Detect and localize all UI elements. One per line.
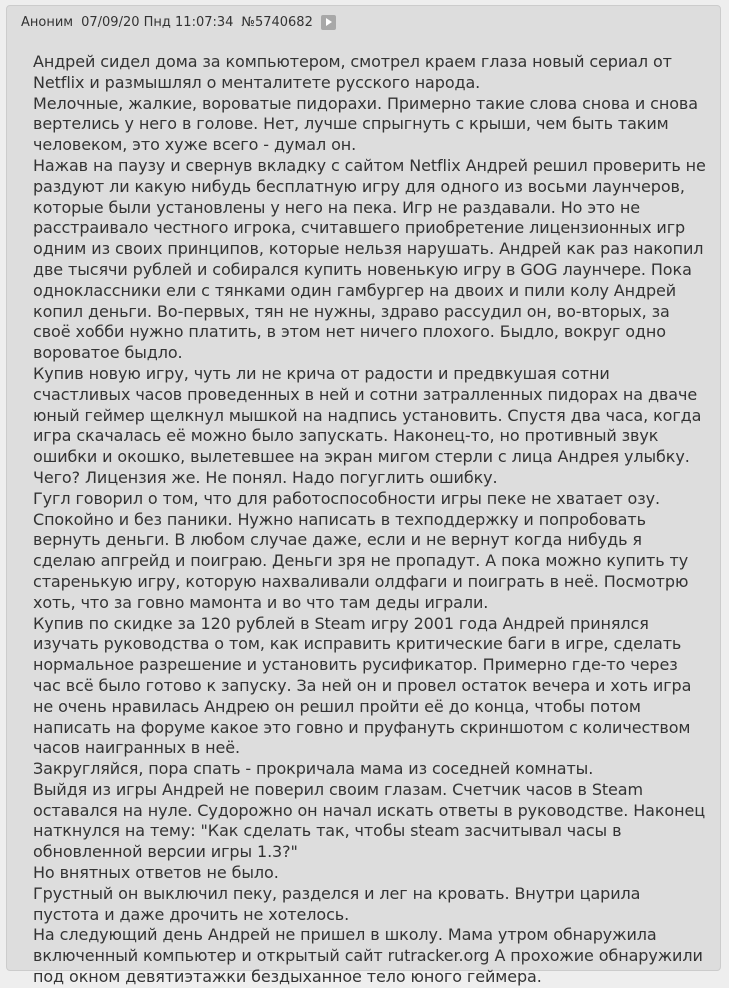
post-number[interactable]: №5740682 (241, 14, 313, 30)
post-paragraph: Андрей сидел дома за компьютером, смотрел краем глаза новый сериал от Netflix и размышлял о менталитете русского народа. (33, 52, 672, 92)
post-body (33, 52, 708, 988)
post-date: 07/09/20 Пнд 11:07:34 (81, 14, 234, 30)
post-paragraph: На следующий день Андрей не пришел в школу. Мама утром обнаружила включенный компьютер и открытый сайт rutracker.org А прохожие обнаружили под окном девятиэтажки бездыханное тело юного геймера. (33, 925, 703, 987)
reply-icon[interactable] (321, 15, 336, 30)
post-paragraph: Грустный он выключил пеку, разделся и лег на кровать. Внутри царила пустота и даже дрочить не хотелось. (33, 883, 641, 924)
post-paragraph: Мелочные, жалкие, вороватые пидорахи. Примерно такие слова снова и снова вертелись у него в голове. Нет, лучше спрыгнуть с крыши, чем быть таким человеком, это хуже всего - думал он. (33, 93, 698, 155)
post-header (21, 13, 336, 31)
post-paragraph: Закругляйся, пора спать - прокричала мама из соседней комнаты. (33, 759, 594, 779)
post-paragraph: Но внятных ответов не было. (33, 863, 279, 883)
post-paragraph: Выйдя из игры Андрей не поверил своим глазам. Счетчик часов в Steam оставался на нуле. Судорожно он начал искать ответы в руководстве. Наконец наткнулся на тему: "Как сделать так, чтобы steam засчитывал часы в обновленной версии игры 1.3?" (33, 779, 706, 862)
post (6, 5, 721, 987)
post-author: Аноним (21, 14, 74, 30)
post-paragraph: Купив новую игру, чуть ли не крича от радости и предвкушая сотни счастливых часов проведенных в ней и сотни затралленных пидорах на дваче юный геймер щелкнул мышкой на надпись установить. Спустя два часа, когда игра скачалась её можно было запускать. Наконец-то, но противный звук ошибки и окошко, вылетевшее на экран мигом стерли с лица Андрея улыбку. Чего? Лицензия же. Не понял. Надо погуглить ошибку. (33, 363, 702, 487)
post-paragraph: Нажав на паузу и свернув вкладку с сайтом Netflix Андрей решил проверить не раздуют ли какую нибудь бесплатную игру для одного из восьми лаунчеров, которые были установлены у него на пека. Игр не раздавали. Но это не расстраивало честного игрока, считавшего приобретение лицензионных игр одним из своих принципов, которые нельзя нарушать. Андрей как раз накопил две тысячи рублей и собирался купить новенькую игру в GOG лаунчере. Пока одноклассники ели с тянками один гамбургер на двоих и пили колу Андрей копил деньги. Во-первых, тян не нужны, здраво рассудил он, во-вторых, за своё хобби нужно платить, в этом нет ничего плохого. Быдло, вокруг одно вороватое быдло. (33, 155, 706, 363)
post-paragraph: Гугл говорил о том, что для работоспособности игры пеке не хватает озу. Спокойно и без паники. Нужно написать в техподдержку и попробовать вернуть деньги. В любом случае даже, если и не вернут когда нибудь я сделаю апгрейд и поиграю. Деньги зря не пропадут. А пока можно купить ту старенькую игру, которую нахваливали олдфаги и поиграть в неё. Посмотрю хоть, что за говно мамонта и во что там деды играли. (33, 488, 689, 612)
post-paragraph: Купив по скидке за 120 рублей в Steam игру 2001 года Андрей принялся изучать руководства о том, как исправить критические баги в игре, сделать нормальное разрешение и установить русификатор. Примерно где-то через час всё было готово к запуску. За ней он и провел остаток вечера и хоть игра не очень нравилась Андрею он решил пройти её до конца, чтобы потом написать на форуме какое это говно и пруфануть скриншотом с количеством часов наигранных в неё. (33, 613, 692, 758)
